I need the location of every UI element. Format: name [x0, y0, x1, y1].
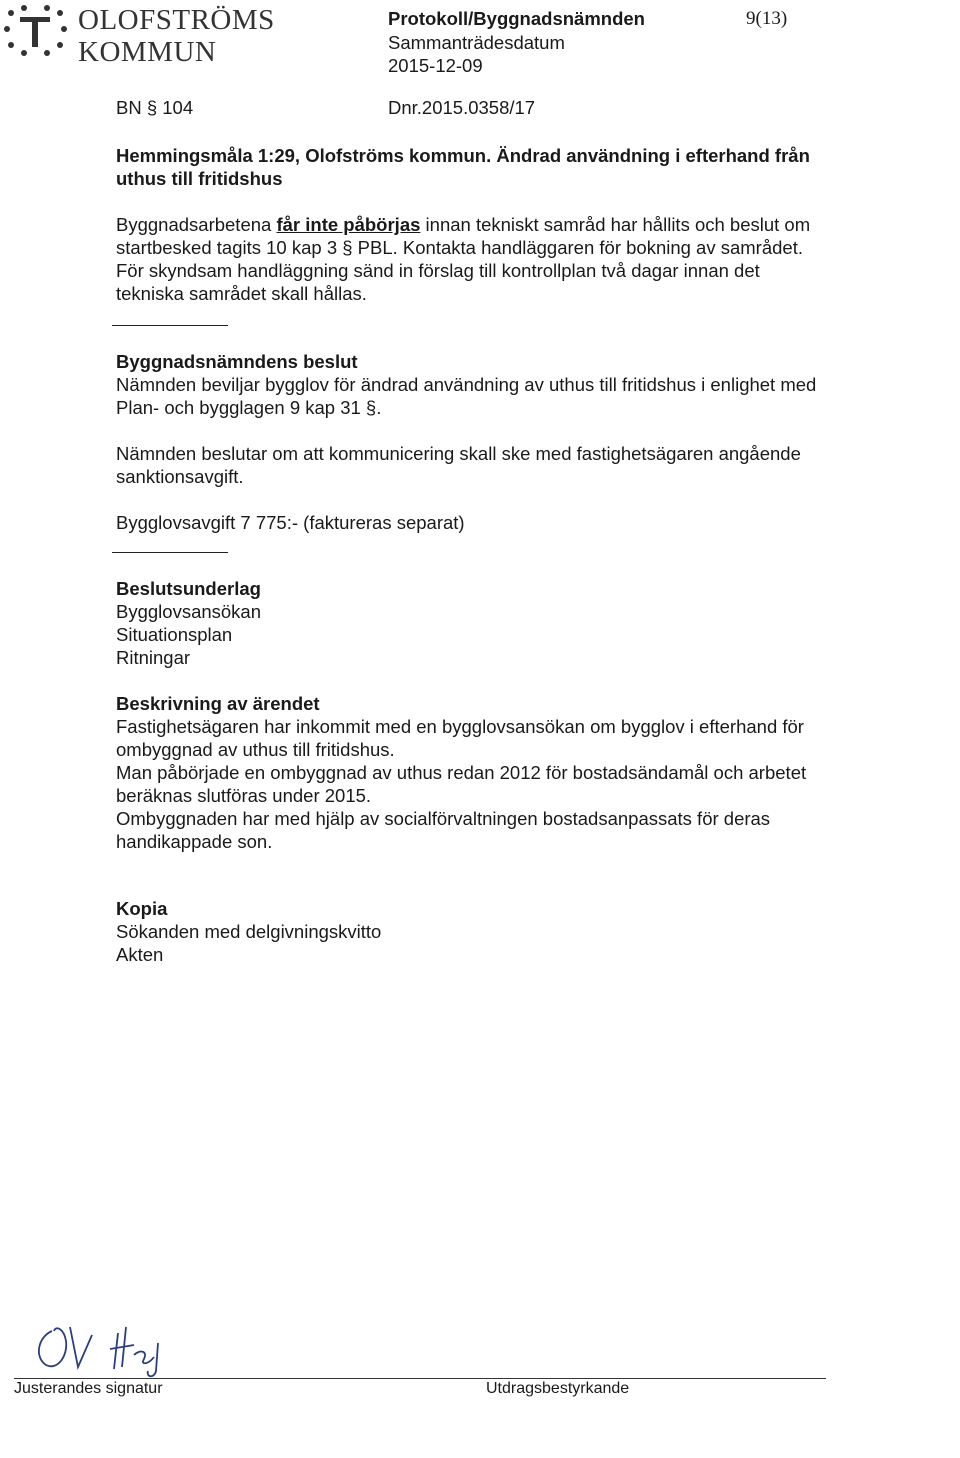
case-title-line: uthus till fritidshus: [116, 168, 283, 189]
basis-item: Situationsplan: [116, 624, 233, 645]
case-title: [116, 144, 810, 190]
notice-line: tekniska samrådet skall hållas.: [116, 283, 367, 304]
notice-emphasis: får inte påbörjas: [276, 214, 421, 235]
decision-communication: [116, 442, 801, 488]
signature-line: [14, 1378, 826, 1379]
meeting-date-label: Sammanträdesdatum: [388, 32, 565, 53]
notice-text: Byggnadsarbetena: [116, 214, 277, 235]
description-heading: Beskrivning av ärendet: [116, 693, 320, 714]
notice-text: innan tekniskt samråd har hållits och beslut om: [420, 214, 811, 235]
decision-line: Plan- och bygglagen 9 kap 31 §.: [116, 397, 382, 418]
case-dnr: Dnr.2015.0358/17: [388, 97, 536, 118]
case-description: [116, 692, 806, 853]
description-line: beräknas slutföras under 2015.: [116, 785, 372, 806]
description-line: Man påbörjade en ombyggnad av uthus redan 2012 för bostadsändamål och arbetet: [116, 762, 807, 783]
extract-certification-label: Utdragsbestyrkande: [486, 1380, 630, 1397]
case-title-line: Hemmingsmåla 1:29, Olofströms kommun. Ändrad användning i efterhand från: [116, 145, 810, 166]
notice-line: startbesked tagits 10 kap 3 § PBL. Kontakta handläggaren för bokning av samrådet.: [116, 237, 803, 258]
logo-name-line2: KOMMUN: [78, 36, 217, 68]
municipality-logo-emblem: [0, 0, 80, 75]
basis-item: Ritningar: [116, 647, 191, 668]
notice-line: För skyndsam handläggning sänd in förslag till kontrollplan två dagar innan det: [116, 260, 760, 281]
copy-section: [116, 897, 381, 966]
copy-item: Sökanden med delgivningskvitto: [116, 921, 382, 942]
decision-line: Nämnden beviljar bygglov för ändrad användning av uthus till fritidshus i enlighet med: [116, 374, 817, 395]
copy-item: Akten: [116, 944, 164, 965]
section-divider: [112, 325, 228, 326]
signature-label: Justerandes signatur: [14, 1380, 163, 1397]
case-number: BN § 104: [116, 97, 194, 118]
logo-name-line1: OLOFSTRÖMS: [78, 4, 275, 36]
document-title: Protokoll/Byggnadsnämnden: [388, 8, 645, 29]
decision-heading: Byggnadsnämndens beslut: [116, 351, 358, 372]
basis-heading: Beslutsunderlag: [116, 578, 261, 599]
page-number: 9(13): [746, 8, 788, 29]
permit-fee: Bygglovsavgift 7 775:- (faktureras separat): [116, 512, 465, 533]
meeting-date: 2015-12-09: [388, 55, 483, 76]
basis-item: Bygglovsansökan: [116, 601, 262, 622]
description-line: handikappade son.: [116, 831, 273, 852]
decision-section: [116, 350, 816, 419]
description-line: Fastighetsägaren har inkommit med en bygglovsansökan om bygglov i efterhand för: [116, 716, 804, 737]
section-divider: [112, 552, 228, 553]
decision-basis: [116, 577, 261, 669]
construction-notice: [116, 213, 810, 305]
decision-line: sanktionsavgift.: [116, 466, 244, 487]
decision-line: Nämnden beslutar om att kommunicering skall ske med fastighetsägaren angående: [116, 443, 801, 464]
handwritten-signature: [30, 1305, 190, 1385]
copy-heading: Kopia: [116, 898, 168, 919]
description-line: Ombyggnaden har med hjälp av socialförvaltningen bostadsanpassats för deras: [116, 808, 771, 829]
description-line: ombyggnad av uthus till fritidshus.: [116, 739, 395, 760]
